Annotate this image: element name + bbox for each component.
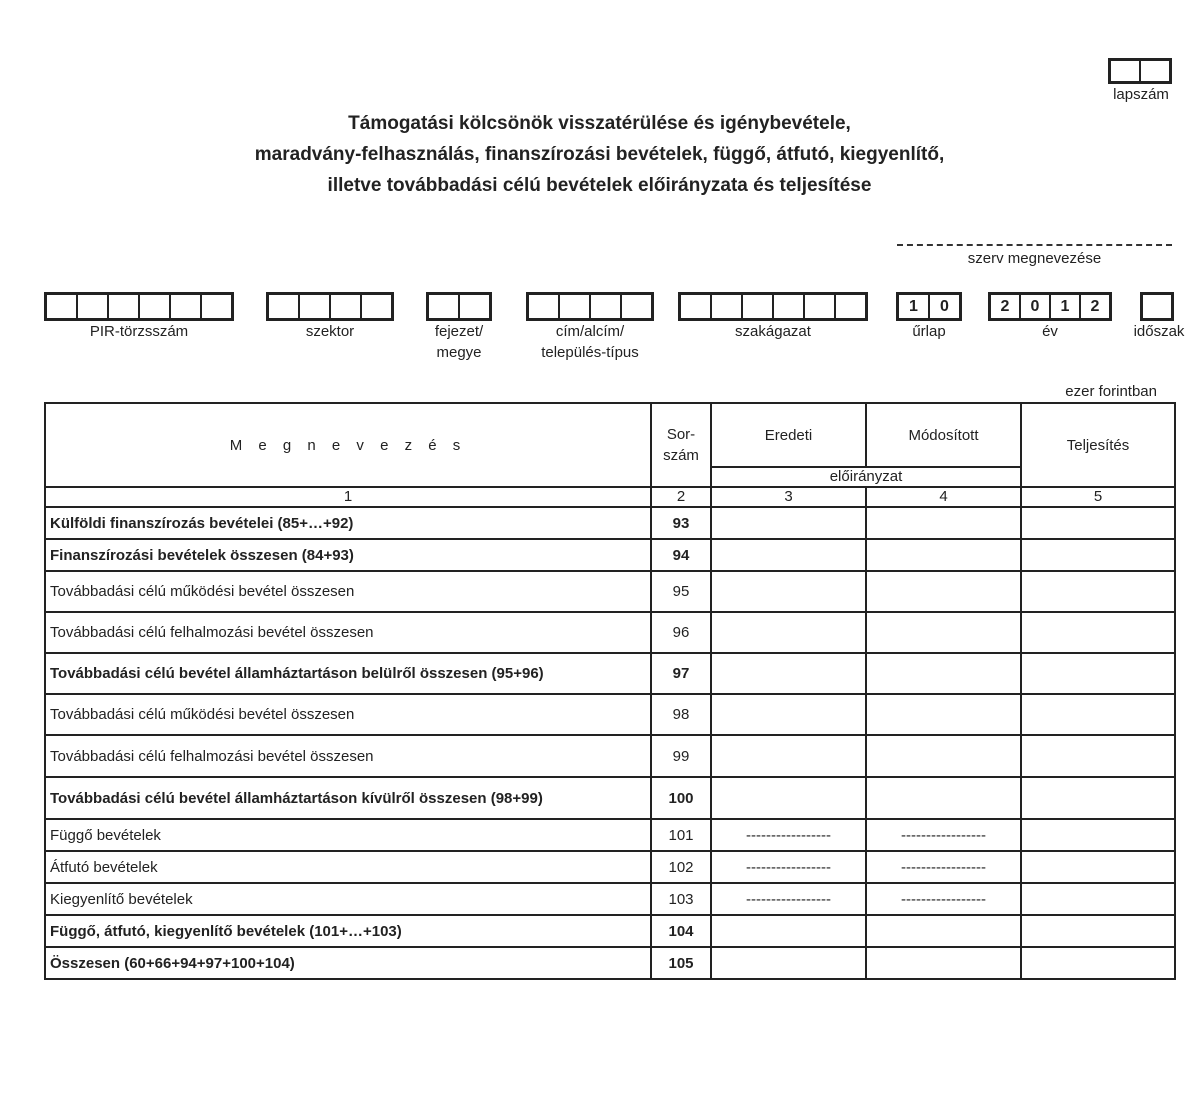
table-row xyxy=(45,915,1175,947)
szektor-cell[interactable] xyxy=(331,295,362,318)
row-num: 93 xyxy=(651,507,711,539)
table-row xyxy=(45,612,1175,653)
fejezet-label xyxy=(410,321,508,363)
cell-teljesites[interactable] xyxy=(1021,851,1175,883)
lapszam-label: lapszám xyxy=(1113,86,1169,103)
cell-teljesites[interactable] xyxy=(1021,915,1175,947)
page-title xyxy=(0,108,1199,201)
colnum: 2 xyxy=(651,487,711,507)
cell-teljesites[interactable] xyxy=(1021,694,1175,735)
row-num: 95 xyxy=(651,571,711,612)
row-num: 96 xyxy=(651,612,711,653)
szakagazat-cell[interactable] xyxy=(743,295,774,318)
ev-digit[interactable]: 1 xyxy=(1051,295,1081,318)
main-table xyxy=(44,402,1176,980)
row-num: 99 xyxy=(651,735,711,777)
header-eloiranyzat: előirányzat xyxy=(711,467,1021,487)
row-label: Finanszírozási bevételek összesen (84+93) xyxy=(45,539,651,571)
table-row xyxy=(45,947,1175,979)
urlap-box[interactable] xyxy=(896,292,962,321)
cell-modositott-dash: ----------------- xyxy=(866,883,1021,915)
title-line: maradvány-felhasználás, finanszírozási bevételek, függő, átfutó, kiegyenlítő, xyxy=(254,144,945,165)
row-num: 100 xyxy=(651,777,711,819)
lapszam-box[interactable] xyxy=(1108,58,1172,84)
ev-label: év xyxy=(1042,323,1058,340)
cell-modositott-dash: ----------------- xyxy=(866,819,1021,851)
szektor-label: szektor xyxy=(305,323,355,340)
cell-teljesites[interactable] xyxy=(1021,571,1175,612)
fejezet-box[interactable] xyxy=(426,292,492,321)
table-row xyxy=(45,539,1175,571)
cell-modositott[interactable] xyxy=(866,915,1021,947)
ev-digit[interactable]: 2 xyxy=(991,295,1021,318)
header-eredeti: Eredeti xyxy=(711,403,866,467)
pir-cell[interactable] xyxy=(202,295,231,318)
cell-teljesites[interactable] xyxy=(1021,883,1175,915)
cell-eredeti[interactable] xyxy=(711,947,866,979)
urlap-label: űrlap xyxy=(912,323,946,340)
ev-digit[interactable]: 2 xyxy=(1090,297,1100,315)
cim-label xyxy=(516,321,664,363)
row-label: Továbbadási célú működési bevétel összesen xyxy=(45,571,651,612)
table-row xyxy=(45,883,1175,915)
szerv-line[interactable] xyxy=(897,244,1172,246)
table-row xyxy=(45,694,1175,735)
table-row xyxy=(45,735,1175,777)
row-num: 103 xyxy=(651,883,711,915)
row-label: Továbbadási célú bevétel államháztartáson kívülről összesen (98+99) xyxy=(45,777,651,819)
colnum: 1 xyxy=(45,487,651,507)
table-row xyxy=(45,571,1175,612)
pir-cell[interactable] xyxy=(47,295,78,318)
header-megnevezes: M e g n e v e z é s xyxy=(45,403,651,487)
urlap-digit[interactable]: 0 xyxy=(940,297,949,315)
header-sorszam xyxy=(651,403,711,487)
pir-cell[interactable] xyxy=(171,295,202,318)
row-label: Külföldi finanszírozás bevételei (85+…+92) xyxy=(45,507,651,539)
row-num: 98 xyxy=(651,694,711,735)
ev-box[interactable] xyxy=(988,292,1112,321)
table-row xyxy=(45,819,1175,851)
cim-box[interactable] xyxy=(526,292,654,321)
header-sorszam-line: szám xyxy=(663,447,699,464)
pir-cell[interactable] xyxy=(78,295,109,318)
szakagazat-cell[interactable] xyxy=(836,295,865,318)
row-num: 101 xyxy=(651,819,711,851)
row-label: Függő bevételek xyxy=(45,819,651,851)
cell-modositott[interactable] xyxy=(866,694,1021,735)
colnum: 3 xyxy=(711,487,866,507)
table-row xyxy=(45,777,1175,819)
cell-eredeti[interactable] xyxy=(711,735,866,777)
szektor-cell[interactable] xyxy=(269,295,300,318)
cell-modositott[interactable] xyxy=(866,735,1021,777)
idoszak-box[interactable] xyxy=(1140,292,1174,321)
cell-modositott[interactable] xyxy=(866,653,1021,694)
cim-label-line: település-típus xyxy=(541,344,639,361)
row-num: 102 xyxy=(651,851,711,883)
idoszak-label: időszak xyxy=(1133,323,1185,340)
row-num: 104 xyxy=(651,915,711,947)
header-modositott: Módosított xyxy=(866,403,1021,467)
title-line: Támogatási kölcsönök visszatérülése és igénybevétele, xyxy=(348,113,851,134)
cim-cell[interactable] xyxy=(591,295,622,318)
lapszam-cell[interactable] xyxy=(1141,61,1169,81)
row-label: Továbbadási célú felhalmozási bevétel összesen xyxy=(45,735,651,777)
cim-cell[interactable] xyxy=(529,295,560,318)
row-label: Kiegyenlítő bevételek xyxy=(45,883,651,915)
fejezet-label-line: fejezet/ xyxy=(434,323,484,340)
cell-eredeti-dash: ----------------- xyxy=(711,883,866,915)
szakagazat-label: szakágazat xyxy=(735,323,811,340)
cell-teljesites[interactable] xyxy=(1021,612,1175,653)
row-label: Továbbadási célú működési bevétel összesen xyxy=(45,694,651,735)
pir-label: PIR-törzsszám xyxy=(89,323,189,340)
cell-teljesites[interactable] xyxy=(1021,947,1175,979)
header-sorszam-line: Sor- xyxy=(666,426,696,443)
cell-teljesites[interactable] xyxy=(1021,653,1175,694)
szektor-cell[interactable] xyxy=(300,295,331,318)
cell-teljesites[interactable] xyxy=(1021,507,1175,539)
pir-box[interactable] xyxy=(44,292,234,321)
row-label: Összesen (60+66+94+97+100+104) xyxy=(45,947,651,979)
cell-eredeti[interactable] xyxy=(711,777,866,819)
colnum: 5 xyxy=(1021,487,1175,507)
row-num: 105 xyxy=(651,947,711,979)
row-label: Továbbadási célú bevétel államháztartáson belülről összesen (95+96) xyxy=(45,653,651,694)
cell-modositott[interactable] xyxy=(866,947,1021,979)
cell-teljesites[interactable] xyxy=(1021,539,1175,571)
cell-eredeti[interactable] xyxy=(711,539,866,571)
colnum: 4 xyxy=(866,487,1021,507)
szakagazat-cell[interactable] xyxy=(681,295,712,318)
row-label: Átfutó bevételek xyxy=(45,851,651,883)
cell-modositott[interactable] xyxy=(866,507,1021,539)
cell-eredeti[interactable] xyxy=(711,694,866,735)
table-row xyxy=(45,851,1175,883)
szakagazat-box[interactable] xyxy=(678,292,868,321)
cell-eredeti[interactable] xyxy=(711,571,866,612)
szakagazat-cell[interactable] xyxy=(805,295,836,318)
cell-modositott[interactable] xyxy=(866,612,1021,653)
row-label: Továbbadási célú felhalmozási bevétel összesen xyxy=(45,612,651,653)
header-teljesites: Teljesítés xyxy=(1021,403,1175,487)
title-line: illetve továbbadási célú bevételek előirányzata és teljesítése xyxy=(327,175,872,196)
lapszam-cell[interactable] xyxy=(1111,61,1141,81)
cell-modositott[interactable] xyxy=(866,539,1021,571)
idoszak-cell[interactable] xyxy=(1143,295,1171,318)
cell-eredeti[interactable] xyxy=(711,507,866,539)
cell-eredeti[interactable] xyxy=(711,915,866,947)
cell-eredeti[interactable] xyxy=(711,612,866,653)
pir-cell[interactable] xyxy=(109,295,140,318)
urlap-digit[interactable]: 1 xyxy=(899,295,930,318)
cim-label-line: cím/alcím/ xyxy=(555,323,625,340)
row-label: Függő, átfutó, kiegyenlítő bevételek (101+…+103) xyxy=(45,915,651,947)
szektor-box[interactable] xyxy=(266,292,394,321)
fejezet-cell[interactable] xyxy=(429,295,460,318)
ev-digit[interactable]: 0 xyxy=(1021,295,1051,318)
cell-eredeti-dash: ----------------- xyxy=(711,851,866,883)
cell-teljesites[interactable] xyxy=(1021,735,1175,777)
unit-label: ezer forintban xyxy=(1065,383,1157,400)
row-num: 97 xyxy=(651,653,711,694)
table-row xyxy=(45,507,1175,539)
fejezet-cell[interactable] xyxy=(460,295,489,318)
szakagazat-cell[interactable] xyxy=(774,295,805,318)
cell-eredeti[interactable] xyxy=(711,653,866,694)
cell-modositott[interactable] xyxy=(866,571,1021,612)
pir-cell[interactable] xyxy=(140,295,171,318)
cell-modositott[interactable] xyxy=(866,777,1021,819)
row-num: 94 xyxy=(651,539,711,571)
cell-teljesites[interactable] xyxy=(1021,819,1175,851)
szakagazat-cell[interactable] xyxy=(712,295,743,318)
szektor-cell[interactable] xyxy=(362,295,391,318)
cell-eredeti-dash: ----------------- xyxy=(711,819,866,851)
cim-cell[interactable] xyxy=(622,295,651,318)
szerv-label: szerv megnevezése xyxy=(967,250,1102,267)
fejezet-label-line: megye xyxy=(436,344,482,361)
cim-cell[interactable] xyxy=(560,295,591,318)
cell-teljesites[interactable] xyxy=(1021,777,1175,819)
cell-modositott-dash: ----------------- xyxy=(866,851,1021,883)
table-row xyxy=(45,653,1175,694)
